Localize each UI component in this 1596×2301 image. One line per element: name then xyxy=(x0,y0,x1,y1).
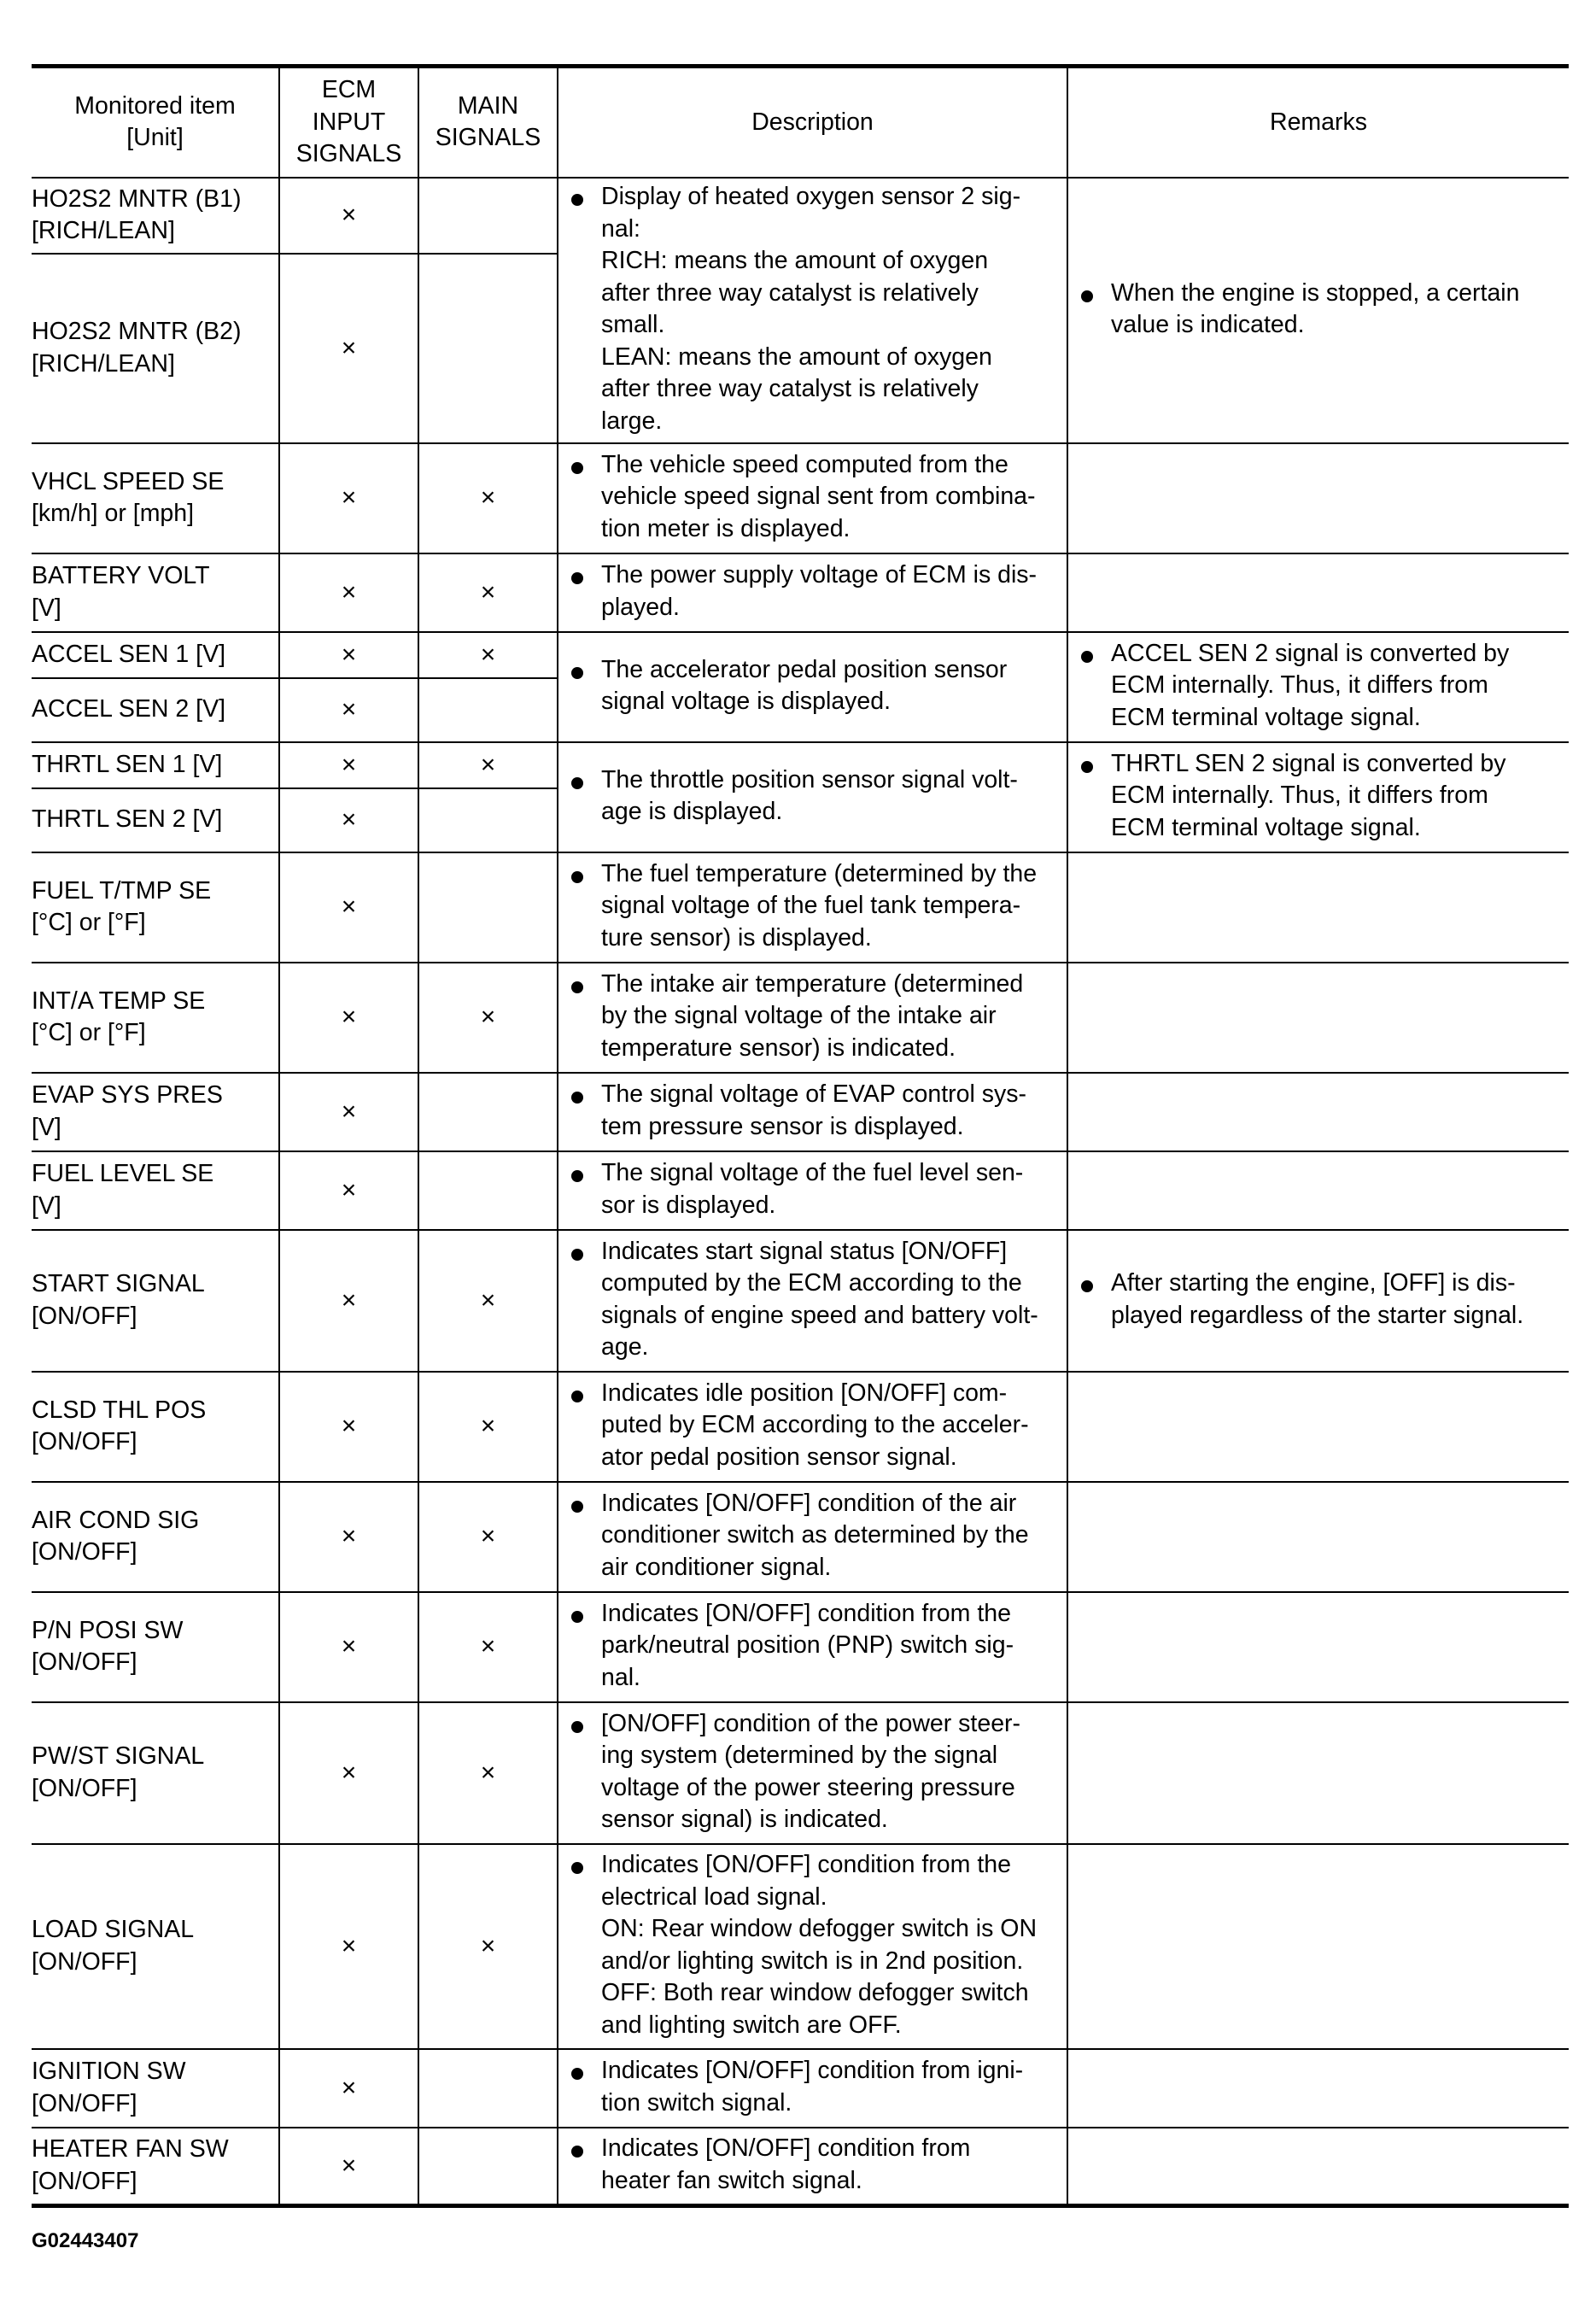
monitored-item-cell: LOAD SIGNAL [ON/OFF] xyxy=(32,1844,279,2049)
description-text: The throttle position sensor signal volt- age is displayed. xyxy=(601,764,1058,828)
header-main-signals: MAIN SIGNALS xyxy=(418,67,558,178)
monitored-item-cell: INT/A TEMP SE [°C] or [°F] xyxy=(32,963,279,1073)
main-signal-mark xyxy=(418,852,558,963)
description-cell xyxy=(558,1844,1067,2049)
ecm-input-mark: × xyxy=(279,178,418,254)
table-row xyxy=(32,742,1569,788)
ecm-input-mark: × xyxy=(279,1592,418,1702)
main-signal-mark xyxy=(418,254,558,443)
header-monitored-item: Monitored item [Unit] xyxy=(32,67,279,178)
ecm-input-mark: × xyxy=(279,1844,418,2049)
ecm-input-mark: × xyxy=(279,678,418,742)
ecm-input-mark: × xyxy=(279,1230,418,1372)
description-text: Indicates [ON/OFF] condition from the park/neutral position (PNP) switch sig- nal. xyxy=(601,1598,1058,1695)
description-cell xyxy=(558,1482,1067,1592)
monitored-item-cell: BATTERY VOLT [V] xyxy=(32,553,279,632)
ecm-input-mark: × xyxy=(279,1151,418,1230)
remarks-cell xyxy=(1067,1482,1569,1592)
main-signal-mark: × xyxy=(418,742,558,788)
main-signal-mark: × xyxy=(418,1230,558,1372)
remarks-text: THRTL SEN 2 signal is converted by ECM internally. Thus, it differs from ECM terminal voltage signal. xyxy=(1111,748,1560,845)
ecm-input-mark: × xyxy=(279,788,418,852)
description-text: Indicates idle position [ON/OFF] com- puted by ECM according to the acceler- ator pedal position sensor signal. xyxy=(601,1378,1058,1474)
main-signal-mark xyxy=(418,788,558,852)
monitored-item-cell: HO2S2 MNTR (B2) [RICH/LEAN] xyxy=(32,254,279,443)
remarks-cell xyxy=(1067,852,1569,963)
ecm-input-mark: × xyxy=(279,632,418,678)
monitored-item-cell: HO2S2 MNTR (B1) [RICH/LEAN] xyxy=(32,178,279,254)
table-row xyxy=(32,1482,1569,1592)
main-signal-mark: × xyxy=(418,1592,558,1702)
ecm-input-mark: × xyxy=(279,742,418,788)
description-text: The signal voltage of the fuel level sen- sor is displayed. xyxy=(601,1157,1058,1221)
table-row xyxy=(32,178,1569,254)
description-text: The vehicle speed computed from the vehicle speed signal sent from combina- tion meter is displayed. xyxy=(601,449,1058,546)
ecm-input-mark: × xyxy=(279,443,418,553)
main-signal-mark: × xyxy=(418,1482,558,1592)
description-text: Indicates [ON/OFF] condition from heater fan switch signal. xyxy=(601,2133,1058,2197)
main-signal-mark: × xyxy=(418,553,558,632)
remarks-cell xyxy=(1067,742,1569,852)
description-cell xyxy=(558,1702,1067,1844)
monitored-item-cell: PW/ST SIGNAL [ON/OFF] xyxy=(32,1702,279,1844)
remarks-cell xyxy=(1067,1592,1569,1702)
description-cell xyxy=(558,1230,1067,1372)
table-row xyxy=(32,632,1569,678)
description-cell xyxy=(558,963,1067,1073)
description-cell xyxy=(558,1073,1067,1151)
header-row xyxy=(32,67,1569,178)
table-row xyxy=(32,1151,1569,1230)
ecm-input-mark: × xyxy=(279,963,418,1073)
table-row xyxy=(32,852,1569,963)
ecm-input-mark: × xyxy=(279,2049,418,2128)
monitored-items-table xyxy=(32,64,1569,2208)
remarks-cell xyxy=(1067,2128,1569,2206)
monitored-item-cell: START SIGNAL [ON/OFF] xyxy=(32,1230,279,1372)
description-text: The power supply voltage of ECM is dis- played. xyxy=(601,559,1058,624)
monitored-item-cell: P/N POSI SW [ON/OFF] xyxy=(32,1592,279,1702)
monitored-item-cell: EVAP SYS PRES [V] xyxy=(32,1073,279,1151)
ecm-input-mark: × xyxy=(279,2128,418,2206)
ecm-input-mark: × xyxy=(279,1482,418,1592)
remarks-cell xyxy=(1067,1844,1569,2049)
monitored-item-cell: AIR COND SIG [ON/OFF] xyxy=(32,1482,279,1592)
main-signal-mark: × xyxy=(418,1702,558,1844)
ecm-input-mark: × xyxy=(279,1372,418,1482)
table-row xyxy=(32,553,1569,632)
description-text: The accelerator pedal position sensor signal voltage is displayed. xyxy=(601,654,1058,718)
remarks-text: After starting the engine, [OFF] is dis- played regardless of the starter signal. xyxy=(1111,1268,1560,1332)
figure-id-label: G02443407 xyxy=(32,2229,139,2252)
header-remarks: Remarks xyxy=(1067,67,1569,178)
table-row xyxy=(32,1592,1569,1702)
description-cell xyxy=(558,742,1067,852)
main-signal-mark: × xyxy=(418,632,558,678)
description-cell xyxy=(558,632,1067,742)
description-text: Indicates start signal status [ON/OFF] computed by the ECM according to the signals of engine speed and battery volt- age. xyxy=(601,1236,1058,1364)
remarks-cell xyxy=(1067,1230,1569,1372)
remarks-cell xyxy=(1067,178,1569,443)
monitored-item-cell: ACCEL SEN 1 [V] xyxy=(32,632,279,678)
table-row xyxy=(32,443,1569,553)
remarks-cell xyxy=(1067,1372,1569,1482)
table-row xyxy=(32,1073,1569,1151)
monitored-item-cell: THRTL SEN 2 [V] xyxy=(32,788,279,852)
description-cell xyxy=(558,852,1067,963)
description-text: Indicates [ON/OFF] condition from the electrical load signal. ON: Rear window defogger switch is ON and/or lighting switch is in 2nd position. OFF: Both rear window defogger switch and lighting switch are OFF. xyxy=(601,1849,1058,2041)
remarks-text: When the engine is stopped, a certain value is indicated. xyxy=(1111,278,1560,342)
remarks-cell xyxy=(1067,553,1569,632)
table-row xyxy=(32,1844,1569,2049)
description-cell xyxy=(558,2049,1067,2128)
remarks-cell xyxy=(1067,1151,1569,1230)
main-signal-mark: × xyxy=(418,1844,558,2049)
monitored-item-cell: THRTL SEN 1 [V] xyxy=(32,742,279,788)
remarks-cell xyxy=(1067,1073,1569,1151)
main-signal-mark: × xyxy=(418,963,558,1073)
header-description: Description xyxy=(558,67,1067,178)
monitored-item-cell: ACCEL SEN 2 [V] xyxy=(32,678,279,742)
description-cell xyxy=(558,443,1067,553)
table-row xyxy=(32,1372,1569,1482)
remarks-cell xyxy=(1067,443,1569,553)
main-signal-mark xyxy=(418,2049,558,2128)
remarks-cell xyxy=(1067,1702,1569,1844)
table-row xyxy=(32,963,1569,1073)
description-text: Indicates [ON/OFF] condition from igni- tion switch signal. xyxy=(601,2055,1058,2119)
monitored-item-cell: FUEL T/TMP SE [°C] or [°F] xyxy=(32,852,279,963)
description-cell xyxy=(558,1592,1067,1702)
table-row xyxy=(32,2049,1569,2128)
description-text: The signal voltage of EVAP control sys- tem pressure sensor is displayed. xyxy=(601,1079,1058,1143)
remarks-cell xyxy=(1067,632,1569,742)
monitored-item-cell: FUEL LEVEL SE [V] xyxy=(32,1151,279,1230)
main-signal-mark: × xyxy=(418,1372,558,1482)
description-cell xyxy=(558,1372,1067,1482)
main-signal-mark xyxy=(418,1151,558,1230)
main-signal-mark xyxy=(418,178,558,254)
description-text: The fuel temperature (determined by the signal voltage of the fuel tank tempera- ture sensor) is displayed. xyxy=(601,858,1058,955)
table-row xyxy=(32,1702,1569,1844)
description-text: [ON/OFF] condition of the power steer- ing system (determined by the signal voltage of the power steering pressure sensor signal) is indicated. xyxy=(601,1708,1058,1836)
main-signal-mark xyxy=(418,1073,558,1151)
monitored-item-cell: CLSD THL POS [ON/OFF] xyxy=(32,1372,279,1482)
remarks-cell xyxy=(1067,2049,1569,2128)
ecm-input-mark: × xyxy=(279,1702,418,1844)
main-signal-mark xyxy=(418,678,558,742)
monitored-item-cell: VHCL SPEED SE [km/h] or [mph] xyxy=(32,443,279,553)
monitored-item-cell: IGNITION SW [ON/OFF] xyxy=(32,2049,279,2128)
remarks-text: ACCEL SEN 2 signal is converted by ECM internally. Thus, it differs from ECM terminal voltage signal. xyxy=(1111,638,1560,735)
ecm-input-mark: × xyxy=(279,852,418,963)
description-text: Indicates [ON/OFF] condition of the air conditioner switch as determined by the air conditioner signal. xyxy=(601,1488,1058,1584)
main-signal-mark: × xyxy=(418,443,558,553)
table-row xyxy=(32,2128,1569,2206)
description-cell xyxy=(558,178,1067,443)
description-cell xyxy=(558,553,1067,632)
monitored-item-cell: HEATER FAN SW [ON/OFF] xyxy=(32,2128,279,2206)
remarks-cell xyxy=(1067,963,1569,1073)
description-cell xyxy=(558,1151,1067,1230)
ecm-input-mark: × xyxy=(279,553,418,632)
ecm-input-mark: × xyxy=(279,254,418,443)
main-signal-mark xyxy=(418,2128,558,2206)
ecm-input-mark: × xyxy=(279,1073,418,1151)
description-text: Display of heated oxygen sensor 2 sig- nal: RICH: means the amount of oxygen after three way catalyst is relatively small. LEAN: means the amount of oxygen after three way catalyst is relatively large. xyxy=(601,181,1058,437)
description-text: The intake air temperature (determined by the signal voltage of the intake air temperature sensor) is indicated. xyxy=(601,969,1058,1065)
table-row xyxy=(32,1230,1569,1372)
header-ecm-input-signals: ECM INPUT SIGNALS xyxy=(279,67,418,178)
description-cell xyxy=(558,2128,1067,2206)
